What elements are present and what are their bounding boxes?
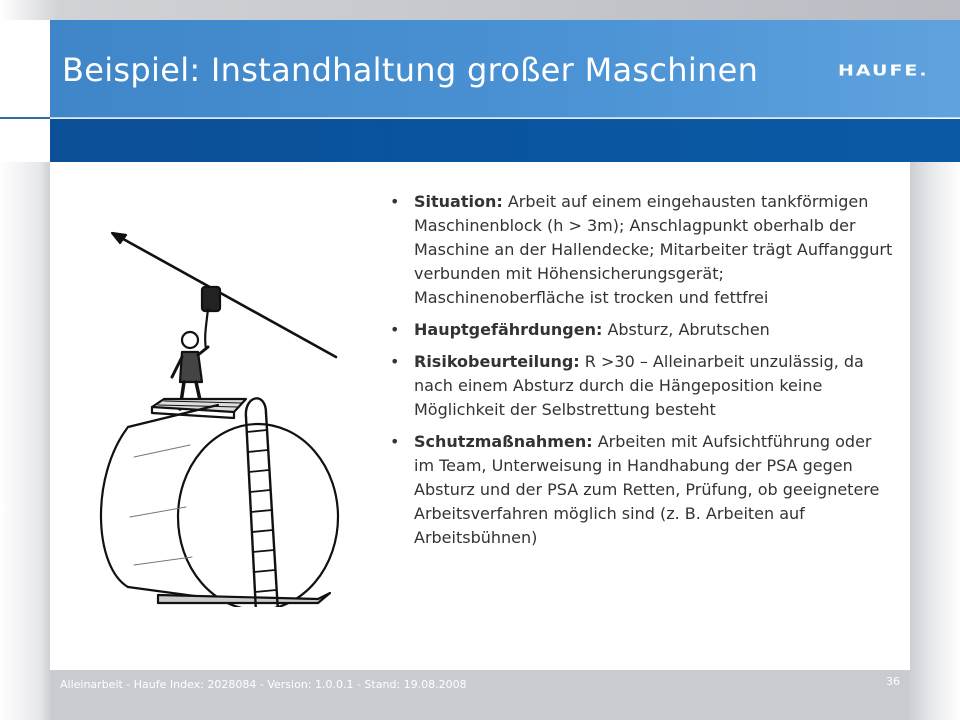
bullet-label: Situation: [414, 192, 503, 211]
page-number: 36 [886, 675, 900, 688]
left-separator [0, 117, 50, 119]
content-area [50, 162, 910, 670]
bullet-dot: • [390, 320, 400, 339]
bullet-label: Risikobeurteilung: [414, 352, 580, 371]
bullet-hauptgefaehrdungen [386, 318, 896, 342]
bullet-list [386, 190, 896, 558]
bullet-text: Arbeit auf einem eingehausten tankförmigen Maschinenblock (h > 3m); Anschlagpunkt oberhalb der Maschine an der Hallendecke; Mitarbeiter trägt Auffanggurt verbunden mit Höhensicherungsgerät; Maschinenoberfläche ist trocken und fettfrei [414, 192, 893, 307]
bullet-schutzmassnahmen [386, 430, 896, 550]
bullet-text: Absturz, Abrutschen [602, 320, 770, 339]
bullet-text: Arbeiten mit Aufsichtführung oder im Team, Unterweisung in Handhabung der PSA gegen Absturz und der PSA zum Retten, Prüfung, ob geeignetere Arbeitsverfahren möglich sind (z. B. Arbeiten auf Arbeitsbühnen) [414, 432, 880, 547]
logo-dot: . [919, 62, 929, 80]
top-strip [0, 0, 960, 20]
left-white-block [0, 20, 50, 162]
bullet-dot: • [390, 192, 400, 211]
footer-text: Alleinarbeit - Haufe Index: 2028084 - Version: 1.0.0.1 - Stand: 19.08.2008 [60, 678, 467, 691]
bullet-dot: • [390, 432, 400, 451]
haufe-logo [838, 62, 929, 80]
slide-title: Beispiel: Instandhaltung großer Maschinen [62, 51, 759, 89]
bullet-situation [386, 190, 896, 310]
logo-text: HAUFE [838, 62, 920, 80]
bullet-label: Schutzmaßnahmen: [414, 432, 593, 451]
bullet-label: Hauptgefährdungen: [414, 320, 603, 339]
header-subbar [50, 119, 960, 162]
bullet-text: R >30 – Alleinarbeit unzulässig, da nach einem Absturz durch die Hängeposition keine Möglichkeit der Selbstrettung besteht [414, 352, 864, 419]
bullet-risikobeurteilung [386, 350, 896, 422]
worker-on-tank-with-fall-arrest-icon [68, 217, 368, 607]
bullet-dot: • [390, 352, 400, 371]
